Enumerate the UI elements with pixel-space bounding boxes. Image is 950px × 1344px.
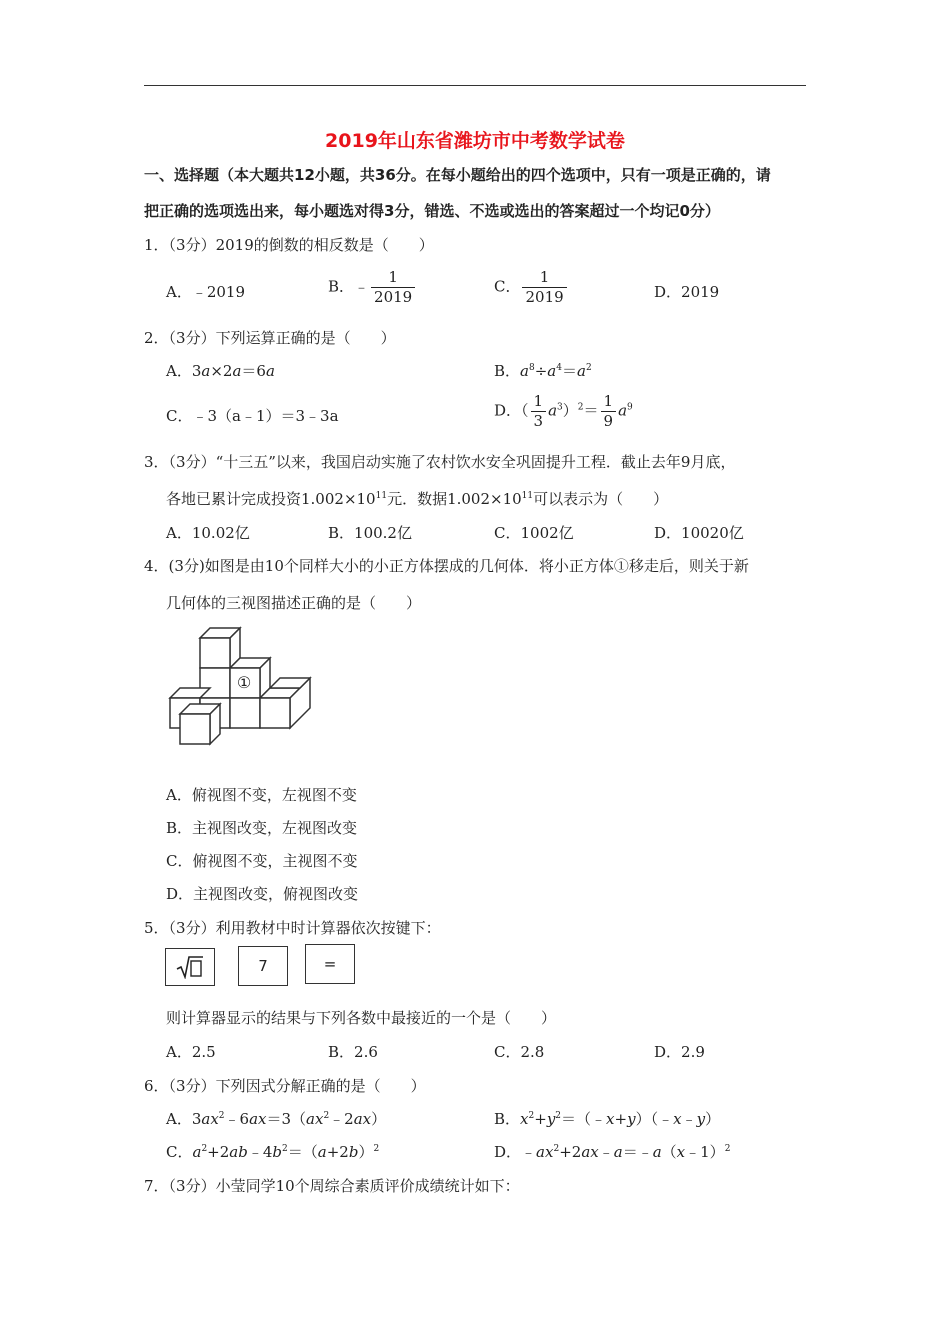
q6-option-a: A．$3ax^2﹣6ax=3(ax^2﹣2ax)$ — [166, 1110, 387, 1128]
calculator-key-7: 7 — [238, 946, 288, 986]
q1-option-d: D．2019 — [654, 283, 720, 301]
q2-a-label: A． — [166, 362, 192, 380]
q2-option-d: D．（ $\frac{1}{3}$ $a^3)^2=$ $\frac{1}{9}$ $a^9$ — [494, 392, 633, 430]
q2-d-fraction-2: $\frac{1}{9}$ — [601, 394, 617, 429]
q4-option-d: D．主视图改变，俯视图改变 — [166, 885, 359, 903]
q2-d-fraction-1: $\frac{1}{3}$ — [531, 394, 547, 429]
q3-option-c: C．1002亿 — [494, 524, 574, 542]
page-title: 2019年山东省潍坊市中考数学试卷 — [325, 130, 625, 152]
header-rule — [144, 85, 806, 86]
section-heading-line2: 把正确的选项选出来，每小题选对得3分，错选、不选或选出的答案超过一个均记0分） — [144, 202, 720, 220]
q1-b-denominator: 2019 — [371, 287, 415, 305]
calculator-sqrt-key — [165, 948, 215, 986]
q4-option-a: A．俯视图不变，左视图不变 — [166, 786, 357, 804]
question-4-line1: 4．(3分)如图是由10个同样大小的小正方体摆成的几何体．将小正方体①移走后，则关于新 — [144, 557, 749, 575]
question-1-stem: 1．（3分）2019的倒数的相反数是（ ） — [144, 236, 434, 254]
q6-option-c: C．$a^2+2ab﹣4b^2=(a+2b)^2$ — [166, 1143, 380, 1161]
q3-option-d: D．10020亿 — [654, 524, 744, 542]
q2-c-text: C．﹣3（a﹣1）＝3﹣3a — [166, 407, 339, 425]
q5-option-b: B．2.6 — [328, 1043, 378, 1061]
q2-b-label: B． — [494, 362, 521, 380]
question-5-line2: 则计算器显示的结果与下列各数中最接近的一个是（ ） — [166, 1009, 557, 1027]
q1-option-a: A．﹣2019 — [166, 283, 246, 301]
q2-option-a: A．3a×2a＝6a — [166, 362, 275, 380]
q6-option-d: D．$﹣ax^2+2ax﹣a=﹣a(x﹣1)^2$ — [494, 1143, 731, 1161]
q2-d-label: D． — [494, 401, 522, 420]
sqrt-icon — [175, 955, 205, 979]
question-5-stem: 5．（3分）利用教材中时计算器依次按键下： — [144, 919, 441, 937]
q2-option-b: B．$a^8\div a^4=a^2$ — [494, 362, 592, 380]
q4-option-c: C．俯视图不变，主视图不变 — [166, 852, 358, 870]
q1-option-b-prefix: B．﹣ — [328, 277, 370, 296]
question-6-stem: 6．（3分）下列因式分解正确的是（ ） — [144, 1077, 426, 1095]
question-3-line1: 3．（3分）“十三五”以来，我国启动实施了农村饮水安全巩固提升工程．截止去年9月底， — [144, 453, 736, 471]
q1-option-b-fraction — [371, 270, 415, 305]
cube-figure — [160, 620, 320, 750]
q1-b-numerator: 1 — [388, 268, 398, 286]
q1-c-denominator: 2019 — [522, 287, 566, 305]
question-7-stem: 7．（3分）小莹同学10个周综合素质评价成绩统计如下： — [144, 1177, 520, 1195]
q3-option-a: A．10.02亿 — [166, 524, 250, 542]
q1-option-c — [494, 270, 569, 305]
q1-c-numerator: 1 — [539, 268, 550, 286]
q5-option-a: A．2.5 — [166, 1043, 216, 1061]
q6-option-b: B．$x^2+y^2=(﹣x+y)(﹣x﹣y)$ — [494, 1110, 721, 1128]
q5-option-d: D．2.9 — [654, 1043, 705, 1061]
q5-option-c: C．2.8 — [494, 1043, 545, 1061]
section-heading-line1: 一、选择题（本大题共12小题，共36分。在每小题给出的四个选项中，只有一项是正确的，请 — [144, 166, 771, 184]
q1-option-c-prefix: C． — [494, 277, 521, 296]
q4-option-b: B．主视图改变，左视图改变 — [166, 819, 358, 837]
cube-label-1: ① — [236, 673, 252, 692]
q1-option-b — [328, 270, 417, 305]
question-4-line2: 几何体的三视图描述正确的是（ ） — [166, 594, 422, 612]
q3-option-b: B．100.2亿 — [328, 524, 412, 542]
calculator-equals-key: = — [305, 944, 355, 984]
q1-option-c-fraction — [522, 270, 566, 305]
q2-option-c — [166, 405, 339, 426]
question-3-line2: 各地已累计完成投资$1.002\times 10^{11}$元．数据$1.002\times 10^{11}$可以表示为（ ） — [166, 490, 669, 508]
question-2-stem: 2．（3分）下列运算正确的是（ ） — [144, 329, 396, 347]
